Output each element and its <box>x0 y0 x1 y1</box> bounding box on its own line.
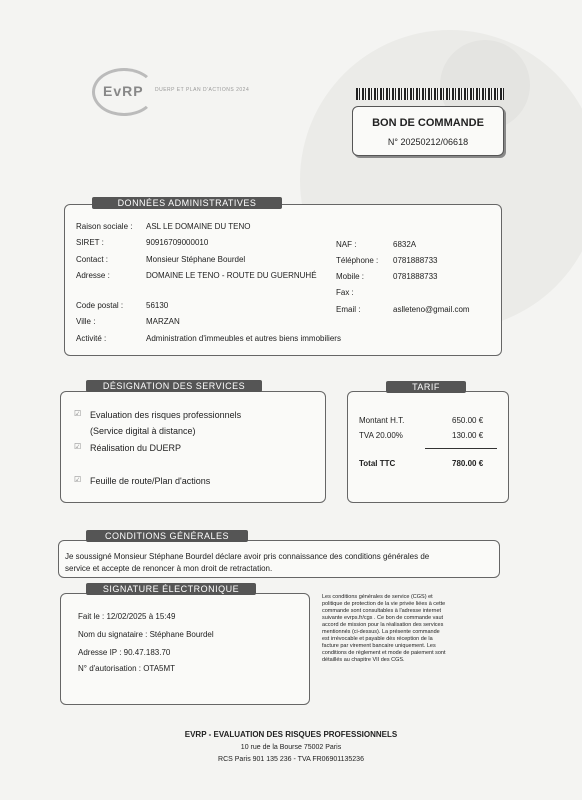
ht-label: Montant H.T. <box>359 416 405 425</box>
legal-line: commande sont consultables à l'adresse internet <box>322 608 442 614</box>
raison-value: ASL LE DOMAINE DU TENO <box>146 222 251 231</box>
tva-label: TVA 20.00% <box>359 431 403 440</box>
service-item-2: Réalisation du DUERP <box>90 443 182 453</box>
tarif-divider <box>425 448 497 449</box>
legal-line: facture par virement bancaire uniquement. Les <box>322 643 436 649</box>
signature-header: SIGNATURE ÉLECTRONIQUE <box>86 583 256 595</box>
legal-text <box>322 594 502 664</box>
order-box <box>352 106 504 156</box>
ville-label: Ville : <box>76 317 96 326</box>
naf-label: NAF : <box>336 240 357 249</box>
siret-value: 90916709000010 <box>146 238 209 247</box>
activite-value: Administration d'immeubles et autres biens immobiliers <box>146 334 341 343</box>
legal-line: conditions de règlement et mode de paiement sont <box>322 650 446 656</box>
cp-label: Code postal : <box>76 301 124 310</box>
contact-label: Contact : <box>76 255 109 264</box>
activite-label: Activité : <box>76 334 107 343</box>
check-icon: ☑ <box>74 442 82 451</box>
email-label: Email : <box>336 305 361 314</box>
admin-header: DONNÉES ADMINISTRATIVES <box>92 197 282 209</box>
adresse-label: Adresse : <box>76 271 110 280</box>
contact-value: Monsieur Stéphane Bourdel <box>146 255 246 264</box>
service-item-1-sub: (Service digital à distance) <box>90 426 196 436</box>
ttc-value: 780.00 € <box>452 459 484 468</box>
tva-value: 130.00 € <box>452 431 484 440</box>
footer-company: EVRP - EVALUATION DES RISQUES PROFESSIONNELS <box>184 730 398 739</box>
legal-line: détaillés au chapitre VII des CGS. <box>322 657 405 663</box>
order-number: N° 20250212/06618 <box>387 137 469 147</box>
check-icon: ☑ <box>74 475 82 484</box>
legal-line: est irrévocable et payable dès réception de la <box>322 636 433 642</box>
conditions-line-2: service et accepte de renoncer à mon droit de retractation. <box>65 564 273 573</box>
ville-value: MARZAN <box>146 317 180 326</box>
tel-value: 0781888733 <box>393 256 438 265</box>
logo-name: EvRP <box>103 83 144 99</box>
logo-tagline: DUERP ET PLAN D'ACTIONS 2024 <box>155 87 250 93</box>
order-title: BON DE COMMANDE <box>372 117 484 129</box>
cp-value: 56130 <box>146 301 169 310</box>
adresse-value: DOMAINE LE TENO - ROUTE DU GUERNUHÉ <box>146 271 317 280</box>
naf-value: 6832A <box>393 240 417 249</box>
legal-line: accord de mission pour la réalisation des services <box>322 622 444 628</box>
tarif-header: TARIF <box>386 381 466 393</box>
ht-value: 650.00 € <box>452 416 484 425</box>
check-icon: ☑ <box>74 409 82 418</box>
service-item-1: Evaluation des risques professionnels <box>90 410 242 420</box>
legal-line: mentionnés (ci-dessus). La présente commande <box>322 629 440 635</box>
mobile-value: 0781888733 <box>393 272 438 281</box>
raison-label: Raison sociale : <box>76 222 133 231</box>
legal-line: politique de protection de la vie privée liées à cette <box>322 601 446 607</box>
siret-label: SIRET : <box>76 238 104 247</box>
footer-address: 10 rue de la Bourse 75002 Paris <box>240 744 342 751</box>
tel-label: Téléphone : <box>336 256 379 265</box>
barcode-icon <box>356 88 504 100</box>
signature-date: Fait le : 12/02/2025 à 15:49 <box>78 612 176 621</box>
signature-name: Nom du signataire : Stéphane Bourdel <box>78 630 214 639</box>
email-value: aslleteno@gmail.com <box>393 305 470 314</box>
fax-label: Fax : <box>336 288 354 297</box>
footer-rcs: RCS Paris 901 135 236 - TVA FR06901135236 <box>218 756 364 763</box>
legal-line: Les conditions générales de service (CGS) et <box>322 594 433 600</box>
signature-auth: N° d'autorisation : OTA5MT <box>78 664 176 673</box>
mobile-label: Mobile : <box>336 272 365 281</box>
conditions-line-1: Je soussigné Monsieur Stéphane Bourdel déclare avoir pris connaissance des conditions générales de <box>65 552 430 561</box>
legal-line: suivante evrps.fr/cgs . Ce bon de commande vaut <box>322 615 444 621</box>
signature-ip: Adresse IP : 90.47.183.70 <box>78 648 171 657</box>
service-item-3: Feuille de route/Plan d'actions <box>90 476 211 486</box>
conditions-header: CONDITIONS GÉNÉRALES <box>86 530 248 542</box>
services-header: DÉSIGNATION DES SERVICES <box>86 380 262 392</box>
ttc-label: Total TTC <box>359 459 396 468</box>
tarif-section <box>347 391 509 503</box>
